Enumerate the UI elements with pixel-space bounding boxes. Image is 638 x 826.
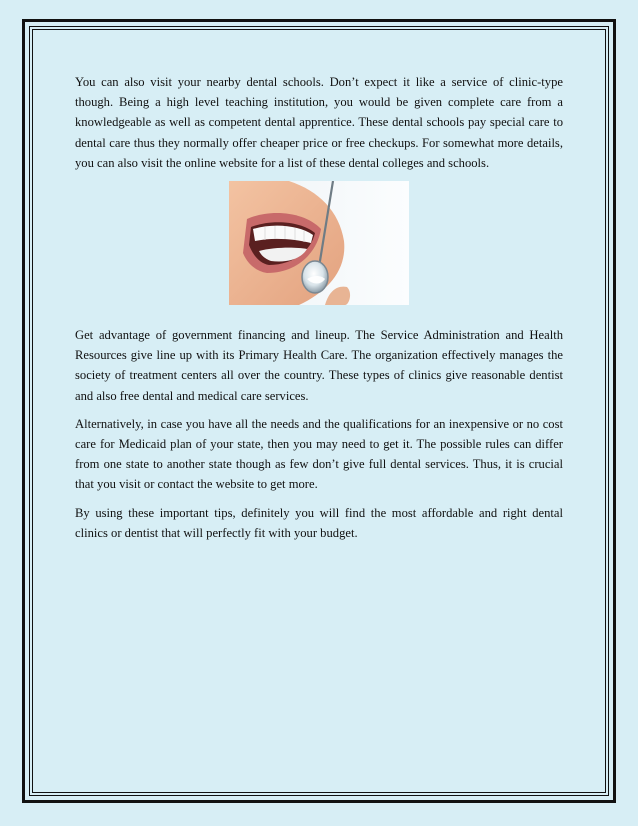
paragraph-conclusion: By using these important tips, definitely you will find the most affordable and right dental clinics or dentist that will perfectly fit with your budget.: [75, 505, 563, 540]
smile-mirror-illustration: [229, 181, 409, 305]
dental-smile-photo: [229, 181, 409, 305]
document-body: [75, 72, 563, 551]
paragraph-dental-schools: You can also visit your nearby dental schools. Don’t expect it like a service of clinic-type though. Being a high level teaching institution, you would be given complete care from a knowledgeable as well as competent dental apprentice. These dental schools pay special care to dental care thus they normally offer cheaper price or free checkups. For somewhat more details, you can also visit the online website for a list of these dental colleges and schools.: [75, 75, 563, 170]
paragraph-government-financing: Get advantage of government financing and lineup. The Service Administration and Health Resources give line up with its Primary Health Care. The organization effectively manages the society of treatment centers all over the country. These types of clinics give reasonable dentist and also free dental and medical care services.: [75, 328, 563, 403]
paragraph-medicaid: Alternatively, in case you have all the needs and the qualifications for an inexpensive or no cost care for Medicaid plan of your state, then you may need to get it. The possible rules can differ from one state to another state though as few don’t give full dental services. Thus, it is crucial that you visit or contact the website to get more.: [75, 416, 563, 492]
figure-container: [75, 181, 563, 305]
